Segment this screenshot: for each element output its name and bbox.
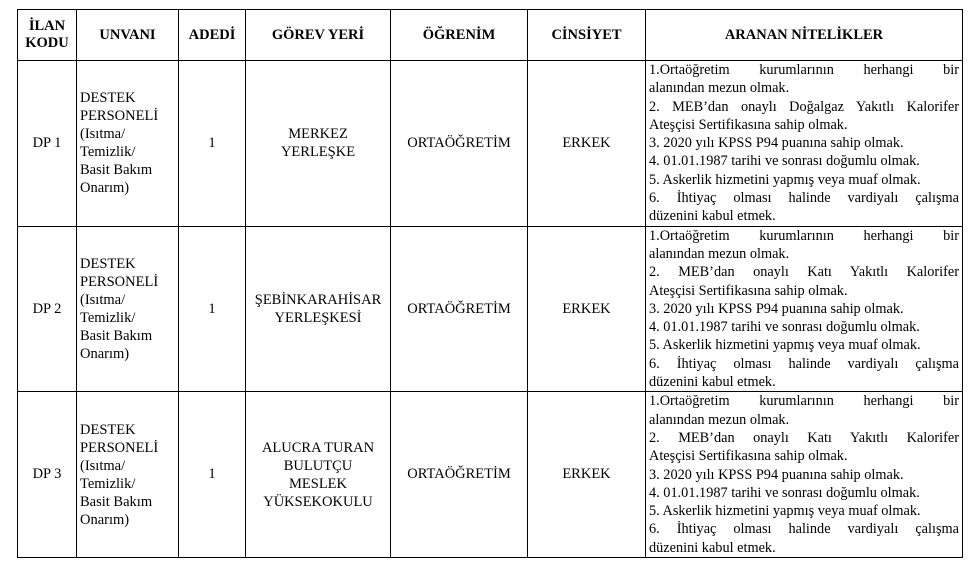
header-code (18, 10, 77, 61)
cell-count: 1 (179, 61, 246, 227)
cell-gender: ERKEK (528, 226, 646, 392)
requirement-line: 3. 2020 yılı KPSS P94 puanına sahip olmak. (649, 135, 904, 152)
cell-location (246, 226, 391, 392)
cell-requirements (646, 392, 963, 558)
title-line: DESTEK (80, 90, 136, 107)
header-row (18, 10, 963, 61)
requirement-line: Ateşçisi Sertifikasına sahip olmak. (649, 116, 848, 133)
requirement-line: 6. İhtiyaç olması halinde vardiyalı çalışma (649, 521, 959, 538)
header-requirements: ARANAN NİTELİKLER (646, 10, 963, 61)
title-line: Temizlik/ (80, 310, 136, 326)
cell-title (77, 61, 179, 227)
cell-education: ORTAÖĞRETİM (391, 392, 528, 558)
title-line: (Isıtma/ (80, 457, 126, 474)
header-code-label: İLAN KODU (25, 18, 69, 51)
requirement-line: 6. İhtiyaç olması halinde vardiyalı çalışma (649, 355, 959, 372)
requirement-line: 2. MEB’dan onaylı Katı Yakıtlı Kalorifer (649, 264, 959, 281)
requirement-line: alanından mezun olmak. (649, 411, 790, 428)
location-line: YERLEŞKE (280, 144, 356, 161)
cell-count: 1 (179, 392, 246, 558)
cell-code: DP 1 (18, 61, 77, 227)
requirement-line: 3. 2020 yılı KPSS P94 puanına sahip olmak. (649, 466, 904, 483)
requirement-line: 4. 01.01.1987 tarihi ve sonrası doğumlu olmak. (649, 484, 920, 501)
title-line: Basit Bakım (80, 328, 153, 344)
title-line: DESTEK (80, 421, 136, 438)
cell-code: DP 2 (18, 226, 77, 392)
requirement-line: Ateşçisi Sertifikasına sahip olmak. (649, 448, 848, 465)
title-line: (Isıtma/ (80, 292, 126, 308)
header-location: GÖREV YERİ (246, 10, 391, 61)
title-line: Basit Bakım (80, 493, 153, 510)
title-line: Temizlik/ (80, 475, 136, 492)
requirement-line: 3. 2020 yılı KPSS P94 puanına sahip olmak. (649, 300, 904, 317)
title-line: PERSONELİ (80, 108, 159, 125)
cell-title (77, 392, 179, 558)
requirement-line: 1.Ortaöğretim kurumlarının herhangi bir (649, 227, 959, 244)
requirement-line: düzenini kabul etmek. (649, 374, 776, 391)
requirement-line: 5. Askerlik hizmetini yapmış veya muaf olmak. (649, 503, 921, 520)
location-line: MESLEK (289, 475, 347, 492)
title-line: Onarım) (80, 180, 130, 197)
title-line: DESTEK (80, 256, 136, 272)
location-line: ŞEBİNKARAHİSAR (254, 292, 382, 308)
title-line: Onarım) (80, 346, 130, 362)
title-line: Onarım) (80, 511, 130, 528)
cell-count: 1 (179, 226, 246, 392)
requirement-line: Ateşçisi Sertifikasına sahip olmak. (649, 282, 848, 299)
table-row (18, 226, 963, 392)
cell-gender: ERKEK (528, 392, 646, 558)
title-line: Temizlik/ (80, 144, 136, 161)
requirement-line: 2. MEB’dan onaylı Doğalgaz Yakıtlı Kalorifer (649, 98, 959, 115)
requirement-line: 2. MEB’dan onaylı Katı Yakıtlı Kalorifer (649, 429, 959, 446)
title-line: PERSONELİ (80, 439, 159, 456)
requirement-line: düzenini kabul etmek. (649, 539, 776, 556)
table-row (18, 392, 963, 558)
requirement-line: 1.Ortaöğretim kurumlarının herhangi bir (649, 62, 959, 78)
requirement-line: 5. Askerlik hizmetini yapmış veya muaf olmak. (649, 171, 921, 188)
location-line: BULUTÇU (283, 457, 353, 474)
job-listings-table (17, 9, 963, 558)
cell-location (246, 392, 391, 558)
requirement-line: 1.Ortaöğretim kurumlarının herhangi bir (649, 393, 959, 410)
cell-education: ORTAÖĞRETİM (391, 226, 528, 392)
requirement-line: alanından mezun olmak. (649, 80, 790, 97)
table-row (18, 61, 963, 227)
header-title: UNVANI (77, 10, 179, 61)
cell-location (246, 61, 391, 227)
requirement-line: 5. Askerlik hizmetini yapmış veya muaf olmak. (649, 337, 921, 354)
cell-code: DP 3 (18, 392, 77, 558)
header-count: ADEDİ (179, 10, 246, 61)
cell-gender: ERKEK (528, 61, 646, 227)
requirement-line: 6. İhtiyaç olması halinde vardiyalı çalışma (649, 190, 959, 207)
header-education: ÖĞRENİM (391, 10, 528, 61)
location-line: YERLEŞKESİ (274, 310, 362, 326)
cell-requirements (646, 226, 963, 392)
requirement-line: alanından mezun olmak. (649, 245, 790, 262)
cell-title (77, 226, 179, 392)
cell-education: ORTAÖĞRETİM (391, 61, 528, 227)
header-gender: CİNSİYET (528, 10, 646, 61)
cell-requirements (646, 61, 963, 227)
requirement-line: düzenini kabul etmek. (649, 208, 776, 225)
requirement-line: 4. 01.01.1987 tarihi ve sonrası doğumlu olmak. (649, 153, 920, 170)
location-line: YÜKSEKOKULU (263, 493, 373, 510)
title-line: Basit Bakım (80, 162, 153, 179)
requirement-line: 4. 01.01.1987 tarihi ve sonrası doğumlu olmak. (649, 319, 920, 336)
location-line: MERKEZ (288, 126, 348, 143)
title-line: PERSONELİ (80, 274, 159, 290)
location-line: ALUCRA TURAN (261, 439, 375, 456)
title-line: (Isıtma/ (80, 126, 126, 143)
